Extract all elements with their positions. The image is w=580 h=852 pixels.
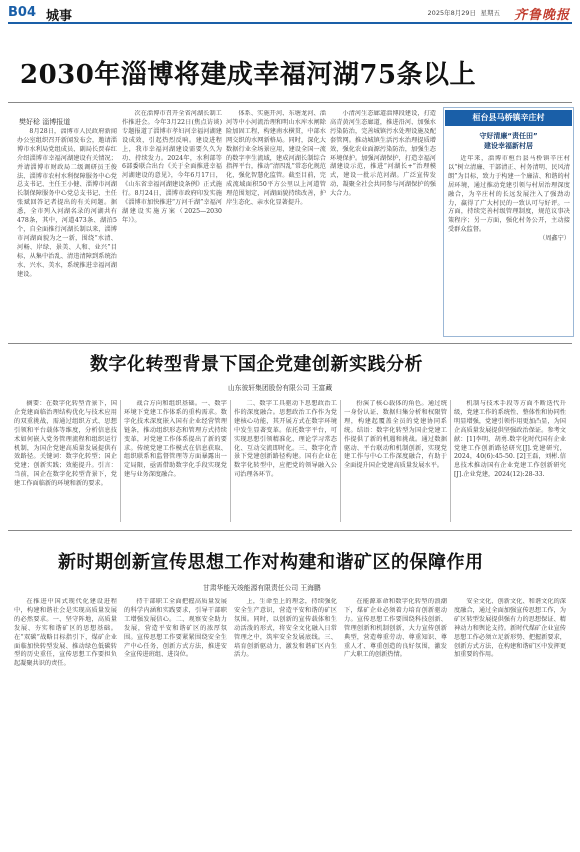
sidebar-credit: （周鑫宁） (539, 235, 570, 243)
article2-byline: 山东彼轩集团股份有限公司 王富藏 (228, 384, 333, 392)
article2-headline: 数字化转型背景下国企党建创新实践分析 (90, 354, 423, 375)
column-rule (230, 400, 231, 522)
article1-column-4: 小清河生态廊道淄博段建设，打造高青黄河生态廊道，推进沿河、加强水污染防治，完善城镇污水处理设施及配套管网。推动城镇生活污水治理提质增效，强化农业面源污染防治，加强生态环境保护。加强河湖保护，打造幸福河湖建设示范，推进“河湖长+”治理模式，建设一批示范河湖。广泛宣传发动，凝聚全社会共同参与河湖保护的强大合力。 (330, 110, 436, 198)
article2-column-1: 摘要：在数字化转型背景下，国企党建面临治理结构优化与技术应用的双重挑战，需通过组织方式、思想引领和平台载体等维度，分析信息技术如何嵌入党务管理流程和组织运行机制，为国企党建高质量发展提供有效路径。关键词：数字化转型；国企党建；创新实践；效能提升。引言：当前，国企在数字化转型背景下，党建工作面临新的环境和新的要求。 (14, 400, 117, 488)
section-divider-1 (8, 343, 572, 344)
column-rule (450, 400, 451, 522)
issue-date: 2025年8月29日 (427, 9, 476, 17)
article3-column-2: 持干部职工全面把握高质量发展的科学内涵和实践要求，引导干部职工增强发展信心。二、观察安全助力发展，营造平安和谐矿区的浓厚氛围。宣传思想工作要紧紧围绕安全生产中心任务，创新方式方法，推进安全宣传进班组、进岗位。 (124, 598, 227, 659)
column-rule (340, 400, 341, 522)
article2-column-5: 机制与技术手段等方面不断迭代升级，党建工作的系统性、整体性和协同性明显增强，党建引领作用更加凸显，为国企高质量发展提供坚强政治保证。参考文献：[1]李明，胡勇.数字化时代国有企业党建工作创新路径研究[J].党建研究，2024，40(6):45-50. [2]王磊，刘彬.信息技术推动国有企业党建工作创新研究[J].企业党建，2024(12):28-33. (454, 400, 566, 479)
article1-headline: 2030年淄博将建成幸福河湖75条以上 (20, 60, 477, 90)
article1-column-1: 8月28日，淄博市人民政府新闻办公室组织召开新闻发布会，邀请淄博市水利局党组成员、副局长贾春红介绍淄博市幸福河湖建设有关情况；并请淄博市财政局二级调研员王俊法、淄博市农村水利保障服务中心党总支书记、主任王小健、淄博市河湖长制保障服务中心党总支书记、主任张斌回答记者提出的有关问题。据悉，全市列入河湖名录的河湖共有478条，其中，河道473条、湖泊5个，自全面推行河湖长制以来，淄博市河湖面貌为之一新，围绕“水清、河畅、岸绿、景美、人和、业兴”目标，从集中治乱、清违清障到系统治水、兴水、美水，系统推进幸福河湖建设。 (17, 128, 117, 278)
section-divider-2 (8, 530, 572, 531)
page-header (8, 4, 572, 24)
article2-column-2: 战合方向和组织基础。一、数字环境下党建工作体系的重构需求。数字化技术深度嵌入国有企业经营管理链条，推动组织形态和管理方式持续变革，对党建工作体系提出了新的要求。传统党建工作模式在信息获取、组织联系和监督管理等方面暴露出一定局限，亟需借助数字化手段实现党建与业务深度融合。 (124, 400, 227, 479)
article1-column-2: 次在淄博市召开全省河湖长制工作推进会。今年3月22日(焦点访谈)专题报道了淄博市孝妇河幸福河湖建设成效，引起热烈反响。建设进程上，我市幸福河湖建设需要久久为功、持续发力。2024年，水利部等6部委联合出台《关于全面推进幸福河湖建设的意见》，今年6月17日，《山东省幸福河湖建设条例》正式施行。8月24日，淄博市政府印发实施《淄博市加快推进“万河千湖”幸福河湖建设实施方案（2025—2030年）》。 (122, 110, 222, 224)
article3-column-3: 上，生命至上的理念，持续强化安全生产意识，营造平安和谐的矿区氛围。同时，以创新的宣传载体和生动活泼的形式，将安全文化融入日常管理之中，筑牢安全发展底线。三、培育创新驱动力，激发和谐矿区内生活力。 (234, 598, 337, 659)
issue-weekday: 星期五 (480, 9, 500, 17)
article3-byline: 甘肃华能天竣能源有限责任公司 王海鹏 (203, 584, 321, 592)
page-code: B04 (8, 5, 36, 20)
article3-column-1: 在推进中国式现代化建设进程中，构建和谐社会是实现高质量发展的必然要求。一、坚守阵地，高质量发展、夯实和谐矿区的思想基础。在“双碳”战略目标指引下，煤矿企业面临加快转型发展、推动绿色低碳转型的历史重任，宣传思想工作要担负起凝聚共识的责任。 (14, 598, 117, 668)
sidebar-subhead-2: 建设幸福新村居 (484, 142, 533, 150)
article3-column-4: 在能源革命和数字化转型的浪潮下，煤矿企业必须着力培育创新驱动力。宣传思想工作要围绕科技创新、管理创新和机制创新，大力宣传创新典型，营造尊重劳动、尊重知识、尊重人才、尊重创造的良好氛围，激发广大职工的创新热情。 (344, 598, 447, 659)
column-rule (120, 400, 121, 522)
article2-column-4: 扮演了核心载体的角色。通过统一身份认证、数据归集分析和权限管理，构建起覆盖全员的党建协同系统。结语：数字化转型为国企党建工作提供了新的机遇和挑战。通过数据驱动、平台联动和机制创新，实现党建工作与中心工作深度融合，有助于全面提升国企党建高质量发展水平。 (344, 400, 447, 470)
article2-column-3: 二、数字工具驱动下思想政治工作的深度融合。思想政治工作作为党建核心功能，其开展方式在数字环境中发生显著变革。依托数字平台，可实现思想引领精准化、理论学习常态化、互动交流即时化。三、数字化背景下党建创新路径构建。国有企业在数字化转型中，应把党的领导融入公司治理各环节。 (234, 400, 337, 479)
article3-headline: 新时期创新宣传思想工作对构建和谐矿区的保障作用 (58, 552, 484, 573)
sidebar-heading: 桓台县马桥镇辛庄村 (445, 110, 572, 126)
headline-divider (8, 102, 572, 103)
newspaper-logo: 齐鲁晚报 (513, 8, 570, 23)
sidebar-body: 近年来，淄博市桓台县马桥镇辛庄村以“树立清廉、干部清正、村务清明、民风清朗”为目标，致力于构建一个廉洁、和谐的村居环境，通过推动党建引领与村居治理深度融合，为辛庄村的长远发展注入了强劲动力，赢得了广大村民的一致认可与好评。一方面，持续完善村级管理制度，规范议事决策程序；另一方面，强化村务公开，主动接受群众监督。 （周鑫宁） (448, 155, 570, 243)
article1-column-3: 体系、实施开河、东塘龙河、淄河等中小河流治理和明山水库水闸除险加固工程，构建南水横贯，中部水网交织的水网新格局。同时，深化大数据行业全场景应用，建设全国一流的数字孪生流域，建成河湖长制综合指挥平台，推动“清四乱”常态化规范化，强化智慧化监管。截至目前，完成流域面积50平方公里以上河道管理范围划定，河湖面貌持续改善，护岸生态化、亲水化显著提升。 (226, 110, 326, 207)
article3-column-5: 安全文化、创新文化、和谐文化的深度融合，通过全面加强宣传思想工作，为矿区转型发展提供强有力的思想保证、精神动力和舆论支持。新时代煤矿企业宣传思想工作必须立足新形势、把握新要求，创新方式方法，在构建和谐矿区中发挥更加重要的作用。 (454, 598, 566, 659)
sidebar-subhead-1: 守好清廉“责任田” (479, 132, 538, 140)
article1-byline: 樊好稔 淄博报道 (19, 118, 71, 126)
page-section-name: 城事 (46, 9, 73, 24)
